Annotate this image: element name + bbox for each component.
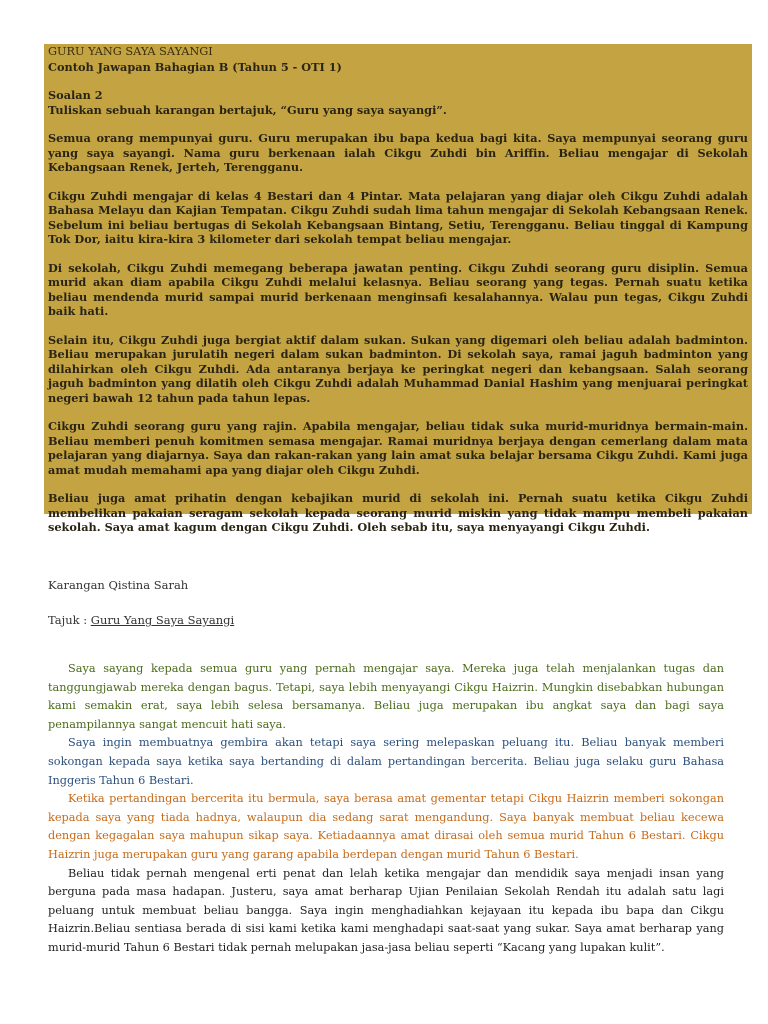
- author-line: Karangan Qistina Sarah: [48, 578, 189, 592]
- box-paragraph: Cikgu Zuhdi seorang guru yang rajin. Apabila mengajar, beliau tidak suka murid-muridnya bermain-main. Beliau memberi penuh komitmen semasa mengajar. Ramai muridnya berjaya dengan cemerlang dalam mata pelajaran yang diajarnya. Saya dan rakan-rakan yang lain amat suka belajar bersama Cikgu Zuhdi. Kami juga amat mudah memahami apa yang diajar oleh Cikgu Zuhdi.: [48, 419, 748, 477]
- essay-paragraph: Saya ingin membuatnya gembira akan tetapi saya sering melepaskan peluang itu. Beliau banyak memberi sokongan kepada saya ketika saya bertanding di dalam pertandingan bercerita. Beliau juga selaku guru Bahasa Inggeris Tahun 6 Bestari.: [48, 736, 724, 787]
- box-subtitle: Contoh Jawapan Bahagian B (Tahun 5 - OTI 1): [48, 59, 342, 74]
- tajuk-line: [48, 613, 234, 627]
- essay-paragraph: Saya sayang kepada semua guru yang pernah mengajar saya. Mereka juga telah menjalankan tugas dan tanggungjawab mereka dengan bagus. Tetapi, saya lebih menyayangi Cikgu Haizrin. Mungkin disebabkan hubungan kami semakin erat, saya lebih selesa bersamanya. Beliau juga merupakan ibu angkat saya dan bagi saya penampilannya sangat mencuit hati saya.: [48, 662, 724, 731]
- tajuk-label: Tajuk :: [48, 613, 91, 627]
- tajuk-value: Guru Yang Saya Sayangi: [90, 613, 235, 627]
- box-paragraph: Beliau juga amat prihatin dengan kebajikan murid di sekolah ini. Pernah suatu ketika Cikgu Zuhdi membelikan pakaian seragam sekolah kepada seorang murid miskin yang tidak mampu membeli pakaian sekolah. Saya amat kagum dengan Cikgu Zuhdi. Oleh sebab itu, saya menyayangi Cikgu Zuhdi.: [48, 491, 748, 534]
- essay-body: [48, 660, 724, 958]
- question-text: Tuliskan sebuah karangan bertajuk, “Guru yang saya sayangi”.: [48, 102, 447, 117]
- box-title: GURU YANG SAYA SAYANGI: [48, 45, 213, 58]
- box-paragraph: Semua orang mempunyai guru. Guru merupakan ibu bapa kedua bagi kita. Saya mempunyai seorang guru yang saya sayangi. Nama guru berkenaan ialah Cikgu Zuhdi bin Ariffin. Beliau mengajar di Sekolah Kebangsaan Renek, Jerteh, Terengganu.: [48, 131, 748, 174]
- question-label: Soalan 2: [48, 88, 103, 102]
- essay-paragraph: Beliau tidak pernah mengenal erti penat dan lelah ketika mengajar dan mendidik saya menjadi insan yang berguna pada masa hadapan. Justeru, saya amat berharap Ujian Penilaian Sekolah Rendah itu adalah satu lagi peluang untuk membuat beliau bangga. Saya ingin menghadiahkan kejayaan itu kepada ibu bapa dan Cikgu Haizrin.Beliau sentiasa berada di sisi kami ketika kami menghadapi saat-saat yang sukar. Saya amat berharap yang murid-murid Tahun 6 Bestari tidak pernah melupakan jasa-jasa beliau seperti “Kacang yang lupakan kulit”.: [48, 866, 724, 954]
- box-paragraph: Selain itu, Cikgu Zuhdi juga bergiat aktif dalam sukan. Sukan yang digemari oleh beliau adalah badminton. Beliau merupakan jurulatih negeri dalam sukan badminton. Di sekolah saya, ramai jaguh badminton yang dilahirkan oleh Cikgu Zuhdi. Ada antaranya berjaya ke peringkat negeri dan kebangsaan. Salah seorang jaguh badminton yang dilatih oleh Cikgu Zuhdi adalah Muhammad Danial Hashim yang menjuarai peringkat negeri bawah 12 tahun pada tahun lepas.: [48, 332, 748, 405]
- highlighted-sample-answer: [44, 44, 752, 534]
- spacer: [48, 74, 748, 88]
- box-paragraph: Di sekolah, Cikgu Zuhdi memegang beberapa jawatan penting. Cikgu Zuhdi seorang guru disiplin. Semua murid akan diam apabila Cikgu Zuhdi melalui kelasnya. Beliau seorang yang tegas. Pernah suatu ketika beliau mendenda murid sampai murid berkenaan menginsafi kesalahannya. Walau pun tegas, Cikgu Zuhdi baik hati.: [48, 260, 748, 318]
- box-paragraph: Cikgu Zuhdi mengajar di kelas 4 Bestari dan 4 Pintar. Mata pelajaran yang diajar oleh Cikgu Zuhdi adalah Bahasa Melayu dan Kajian Tempatan. Cikgu Zuhdi sudah lima tahun mengajar di Sekolah Kebangsaan Renek. Sebelum ini beliau bertugas di Sekolah Kebangsaan Bintang, Setiu, Terengganu. Beliau tinggal di Kampung Tok Dor, iaitu kira-kira 3 kilometer dari sekolah tempat beliau mengajar.: [48, 188, 748, 246]
- essay-paragraph: Ketika pertandingan bercerita itu bermula, saya berasa amat gementar tetapi Cikgu Haizrin memberi sokongan kepada saya yang tiada hadnya, walaupun dia sedang sarat mengandung. Saya banyak membuat beliau kecewa dengan kegagalan saya mahupun sikap saya. Ketiadaannya amat dirasai oleh semua murid Tahun 6 Bestari. Cikgu Haizrin juga merupakan guru yang garang apabila berdepan dengan murid Tahun 6 Bestari.: [48, 792, 724, 861]
